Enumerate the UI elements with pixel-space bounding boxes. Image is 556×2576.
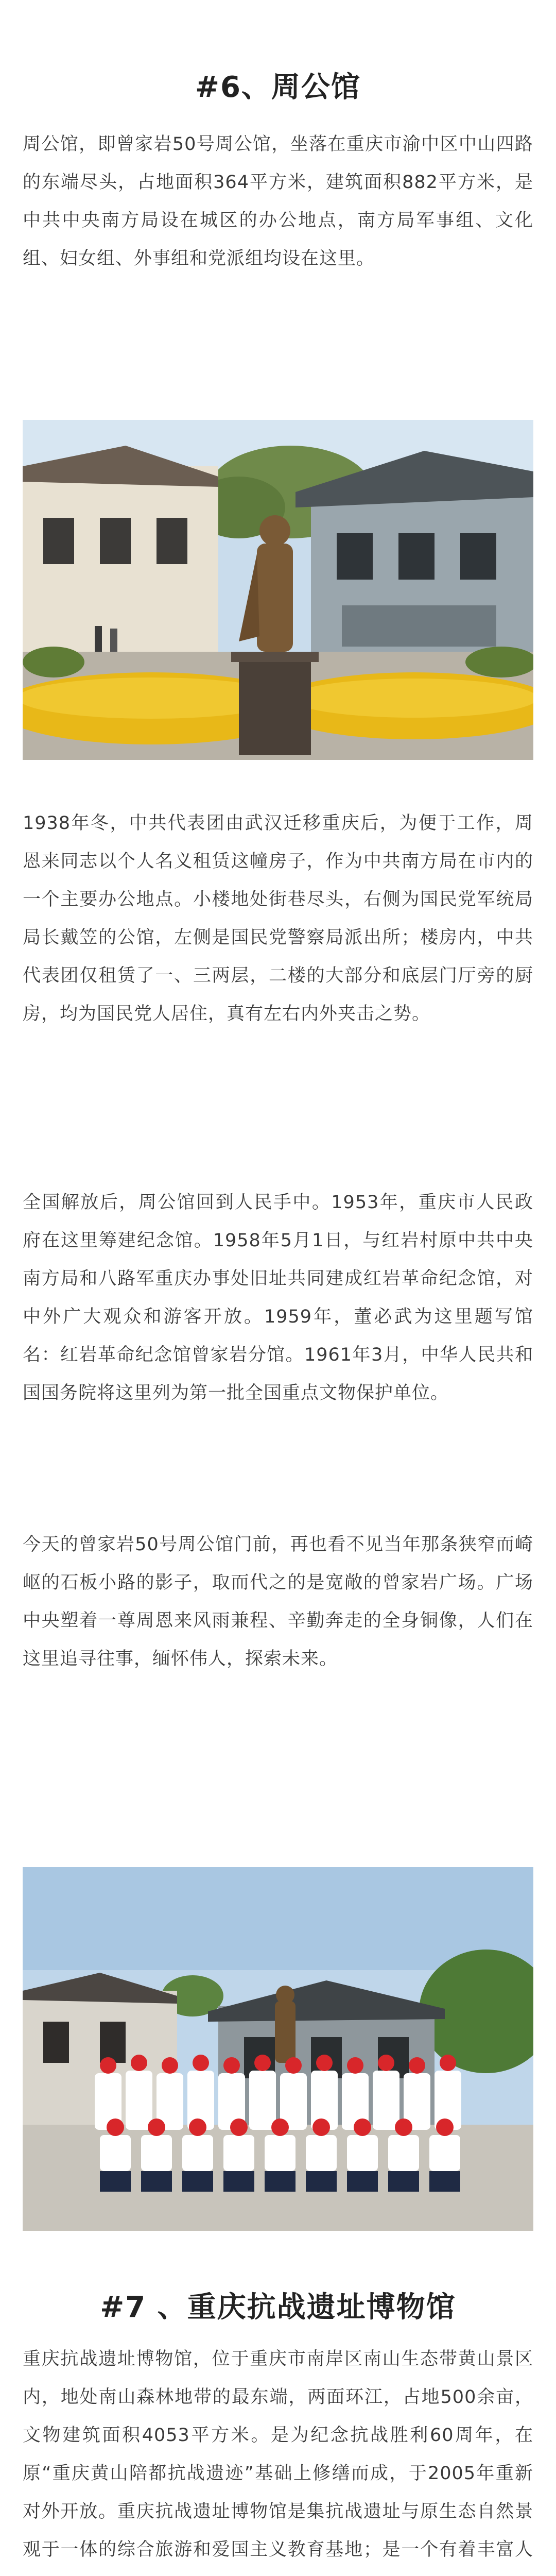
paragraph: 今天的曾家岩50号周公馆门前，再也看不见当年那条狭窄而崎岖的石板小路的影子，取而代之的是宽敞的曾家岩广场。广场中央塑着一尊周恩来风雨兼程、辛勤奔走的全身铜像，人们在这里追寻往事，缅怀伟人，探索未来。 [23, 1534, 533, 1669]
paragraph: 重庆抗战遗址博物馆，位于重庆市南岸区南山生态带黄山景区内，地处南山森林地带的最东端，两面环江，占地500余亩，文物建筑面积4053平方米。是为纪念抗战胜利60周年，在原“重庆黄山陪都抗战遗迹”基础上修缮而成，于2005年重新对外开放。重庆抗战遗址博物馆是集抗战遗址与原生态自然景观于一体的综合旅游和爱国主义教育基地；是一个有着丰富人 [23, 2349, 533, 2560]
paragraph: 周公馆，即曾家岩50号周公馆，坐落在重庆市渝中区中山四路的东端尽头，占地面积364平方米，建筑面积882平方米，是中共中央南方局设在城区的办公地点，南方局军事组、文化组、妇女组、外事组和党派组均设在这里。 [23, 134, 533, 269]
paragraph: 全国解放后，周公馆回到人民手中。1953年，重庆市人民政府在这里筹建纪念馆。1958年5月1日，与红岩村原中共中央南方局和八路军重庆办事处旧址共同建成红岩革命纪念馆，对中外广大观众和游客开放。1959年，董必武为这里题写馆名：红岩革命纪念馆曾家岩分馆。1961年3月，中华人民共和国国务院将这里列为第一批全国重点文物保护单位。 [23, 1192, 533, 1403]
section-title-war-museum: #7 、重庆抗战遗址博物馆 [100, 2291, 456, 2324]
statue-courtyard-photo [23, 420, 533, 760]
section-title-zhou-mansion: #6、周公馆 [195, 71, 361, 104]
group-photo-image [23, 1867, 533, 2231]
statue-courtyard-image [23, 420, 533, 760]
group-photo [23, 1867, 533, 2231]
paragraph: 1938年冬，中共代表团由武汉迁移重庆后，为便于工作，周恩来同志以个人名义租赁这幢房子，作为中共南方局在市内的一个主要办公地点。小楼地处街巷尽头，右侧为国民党军统局局长戴笠的公馆，左侧是国民党警察局派出所；楼房内，中共代表团仅租赁了一、三两层，二楼的大部分和底层门厅旁的厨房，均为国民党人居住，真有左右内外夹击之势。 [23, 813, 533, 1024]
